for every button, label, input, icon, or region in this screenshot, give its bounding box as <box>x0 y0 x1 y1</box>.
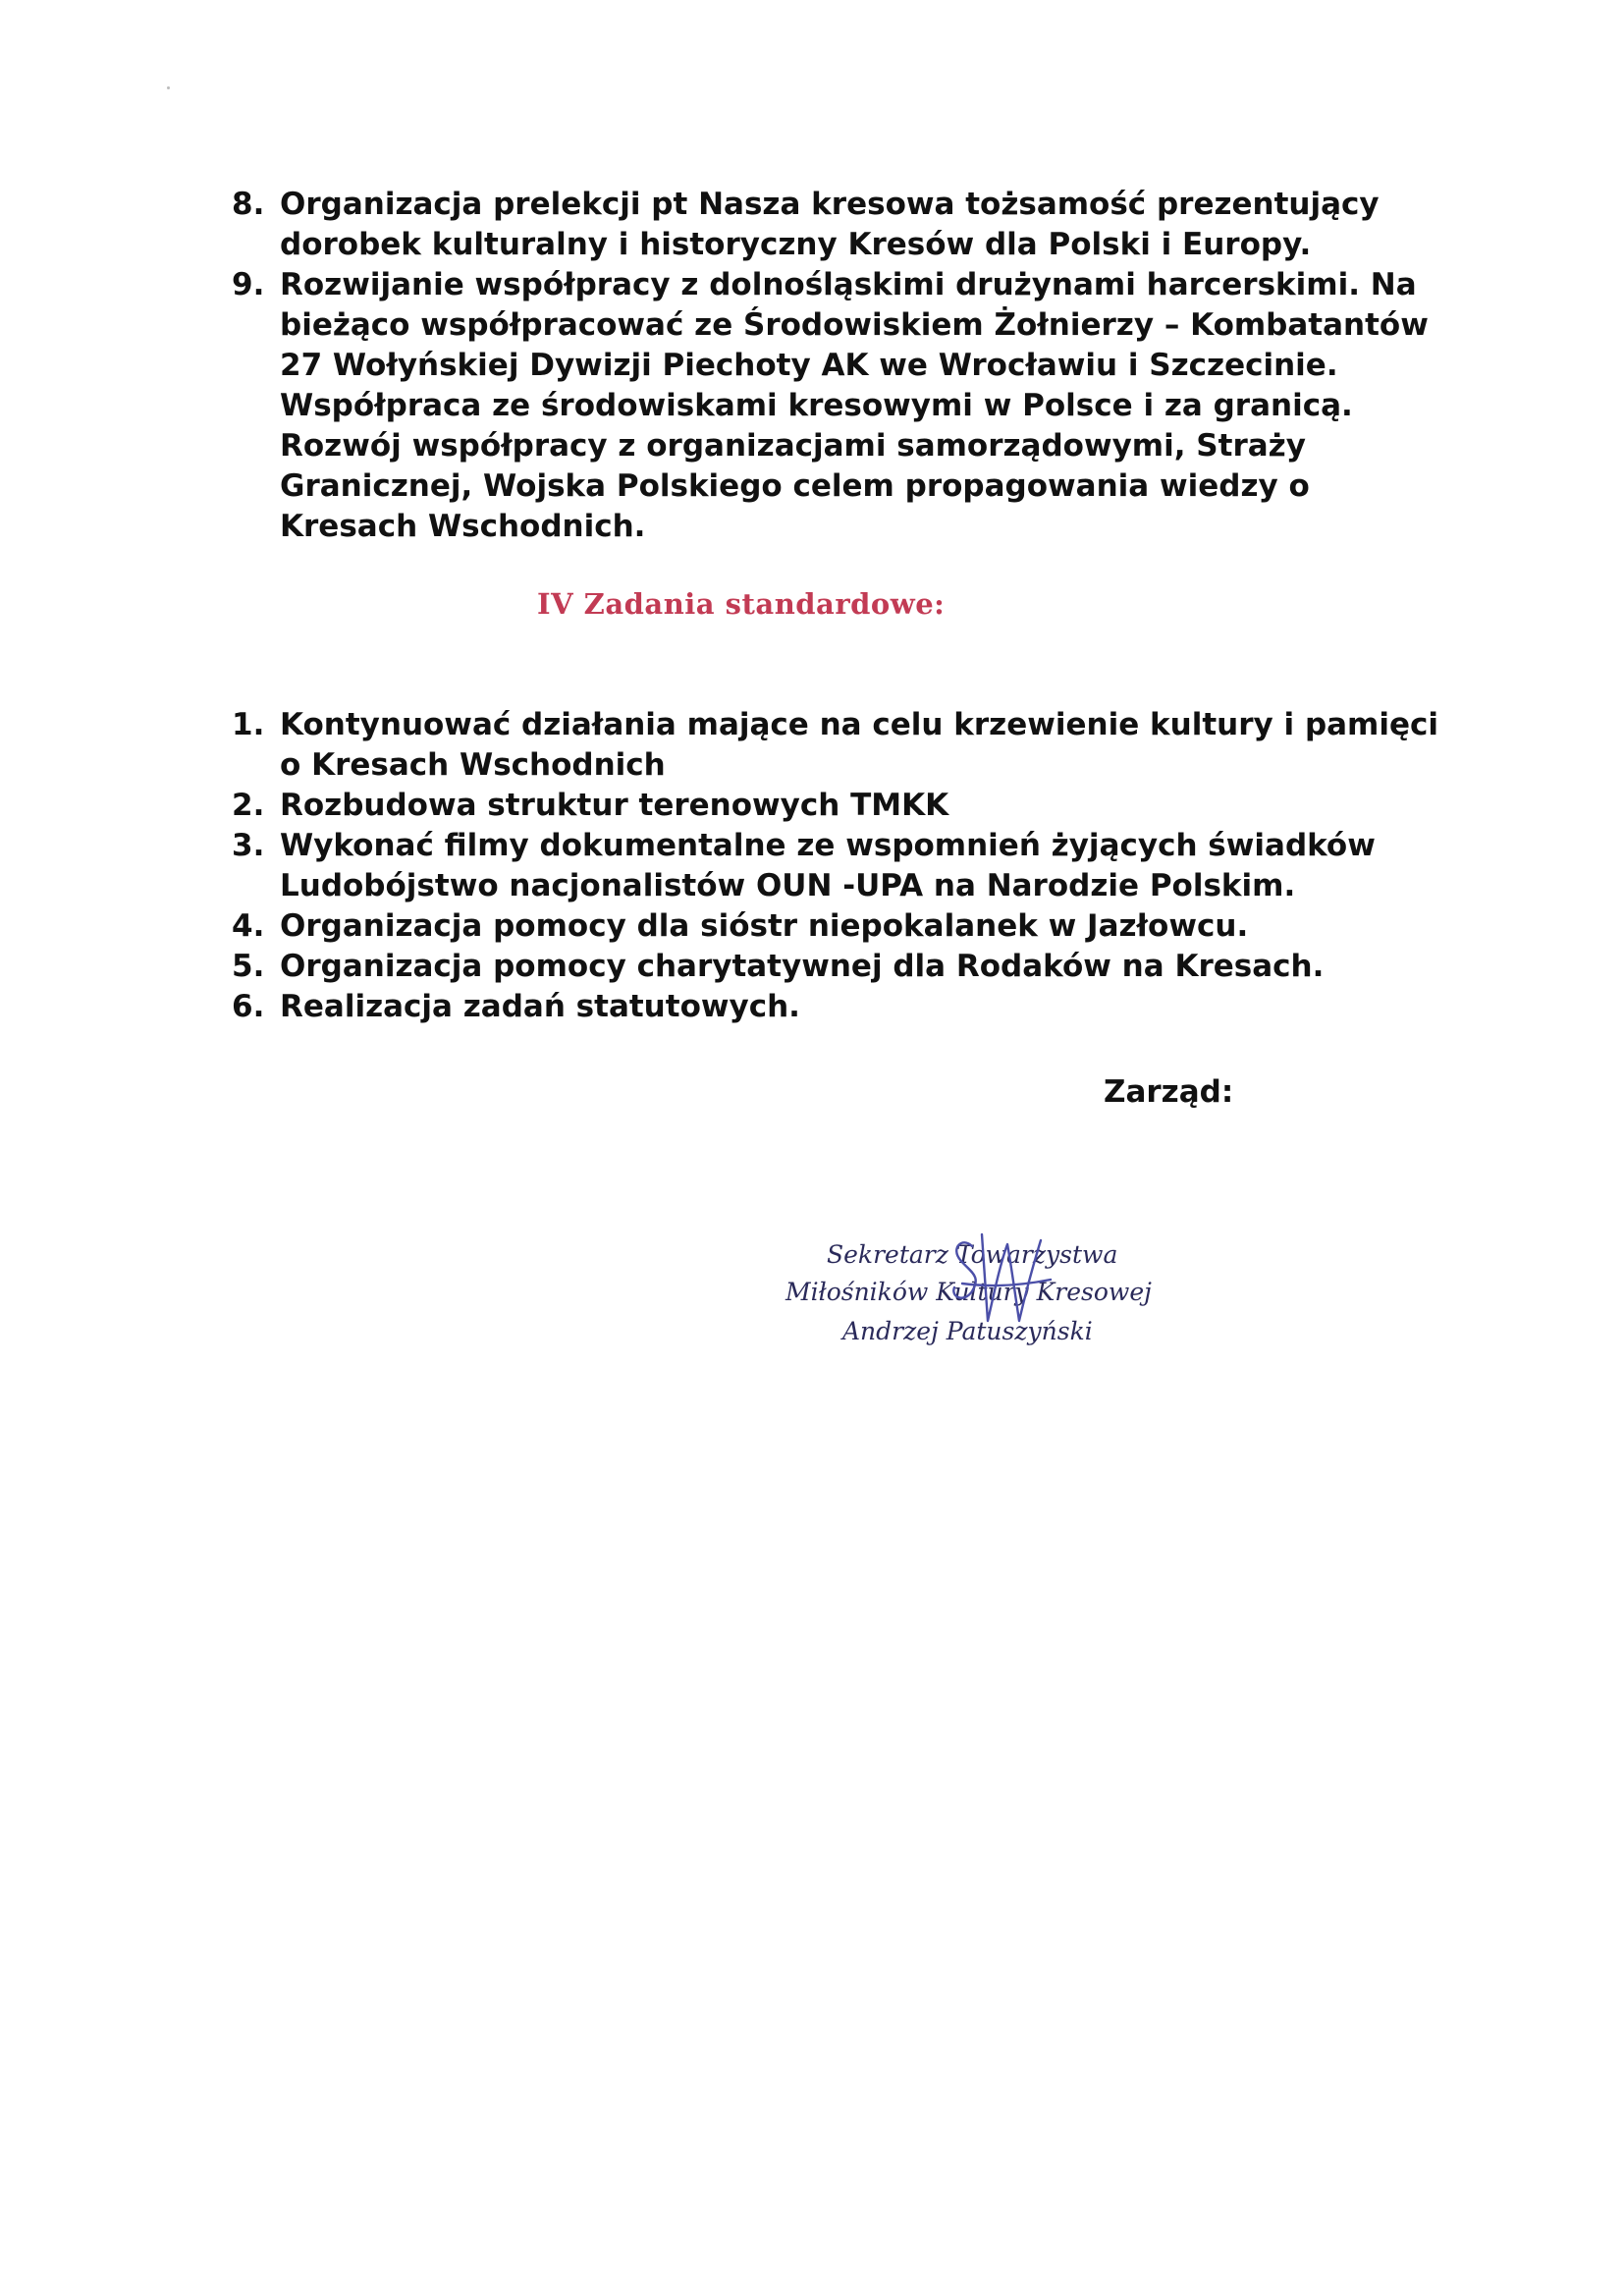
standard-tasks-list <box>232 705 1439 1027</box>
list-item-number: 1. <box>232 707 265 742</box>
board-label: Zarząd: <box>1104 1074 1234 1110</box>
list-item <box>232 265 1439 547</box>
list-item-number: 3. <box>232 828 265 863</box>
list-item-text: Realizacja zadań statutowych. <box>280 989 800 1024</box>
list-item-text: Rozbudowa struktur terenowych TMKK <box>280 788 949 823</box>
list-item <box>232 906 1439 947</box>
list-item-number: 9. <box>232 267 265 302</box>
list-item-text: Organizacja pomocy charytatywnej dla Rodaków na Kresach. <box>280 949 1325 984</box>
list-item-number: 4. <box>232 908 265 944</box>
list-item-text: Organizacja prelekcji pt Nasza kresowa tożsamość prezentujący dorobek kulturalny i historyczny Kresów dla Polski i Europy. <box>280 187 1380 262</box>
scan-speck <box>167 86 170 89</box>
list-item <box>232 786 1439 826</box>
list-item-number: 5. <box>232 949 265 984</box>
list-item <box>232 185 1439 265</box>
list-item-text: Organizacja pomocy dla sióstr niepokalanek w Jazłowcu. <box>280 908 1249 944</box>
handwritten-signature <box>943 1227 1060 1335</box>
stamp-line-title: Sekretarz Towarzystwa <box>827 1240 1118 1269</box>
task-list-continued <box>232 185 1439 547</box>
list-item-text: Kontynuować działania mające na celu krzewienie kultury i pamięci o Kresach Wschodnich <box>280 707 1439 783</box>
list-item-text: Rozwijanie współpracy z dolnośląskimi drużynami harcerskimi. Na bieżąco współpracować ze Środowiskiem Żołnierzy – Kombatantów 27 Wołyńskiej Dywizji Piechoty AK we Wrocławiu i Szczecinie. Współpraca ze środowiskami kresowymi w Polsce i za granicą. Rozwój współpracy z organizacjami samorządowymi, Straży Granicznej, Wojska Polskiego celem propagowania wiedzy o Kresach Wschodnich. <box>280 267 1429 544</box>
list-item <box>232 947 1439 987</box>
list-item-number: 6. <box>232 989 265 1024</box>
list-item <box>232 826 1439 906</box>
stamp-line-organization: Miłośników Kultury Kresowej <box>785 1278 1152 1306</box>
list-item <box>232 705 1439 786</box>
section-heading: IV Zadania standardowe: <box>537 587 946 621</box>
list-item-number: 8. <box>232 187 265 222</box>
list-item-text: Wykonać filmy dokumentalne ze wspomnień żyjących świadków Ludobójstwo nacjonalistów OUN -UPA na Narodzie Polskim. <box>280 828 1376 903</box>
stamp-line-name: Andrzej Patuszyński <box>842 1317 1093 1345</box>
list-item <box>232 987 1439 1027</box>
secretary-stamp <box>766 1232 1178 1380</box>
list-item-number: 2. <box>232 788 265 823</box>
